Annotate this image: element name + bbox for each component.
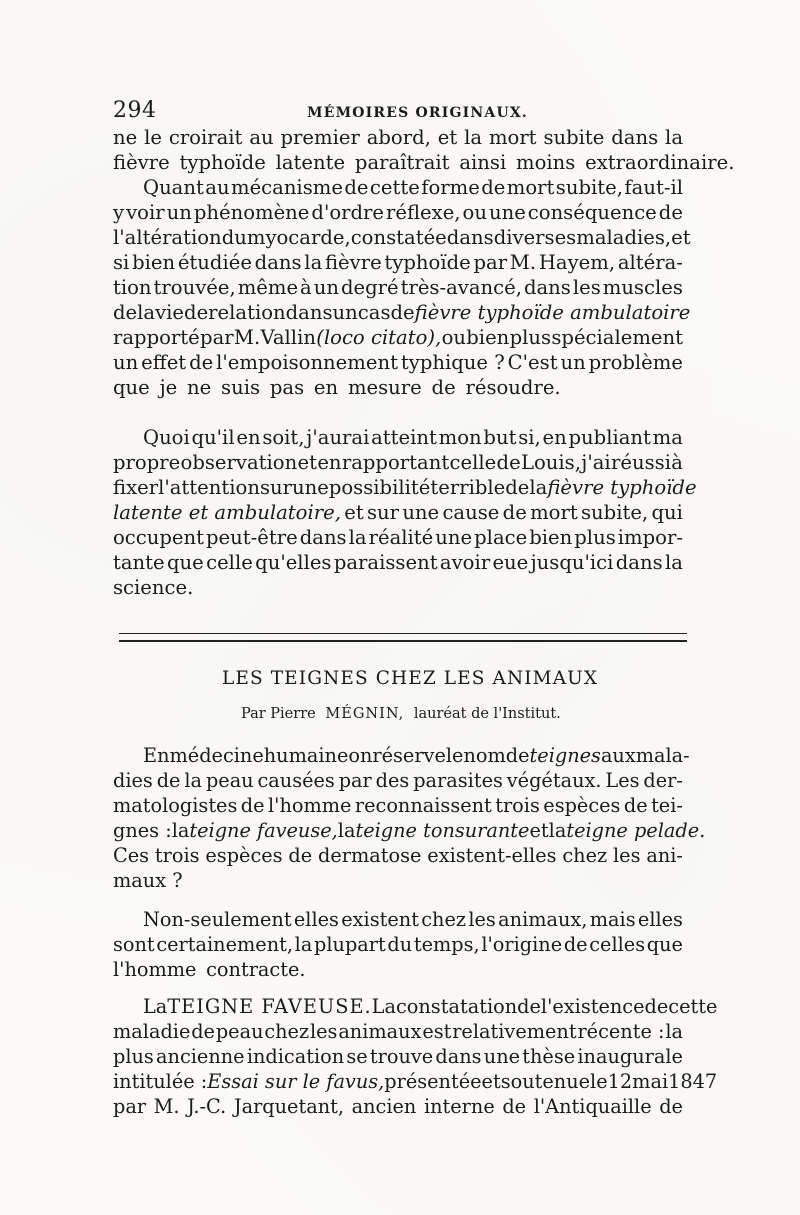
text-line: intitulée : Essai sur le favus, présentée et soutenue le 12 mai 1847: [113, 1070, 718, 1093]
text-line: science.: [113, 576, 194, 599]
text-line: de la vie de relation dans un cas de fièvre typhoïde ambulatoire: [113, 301, 691, 324]
text-line: plus ancienne indication se trouve dans une thèse inaugurale: [113, 1045, 683, 1068]
text-line: maux ?: [113, 869, 183, 892]
author-prefix: Par Pierre: [241, 706, 316, 722]
section-paragraph-2: [113, 910, 683, 990]
text-line: que je ne suis pas en mesure de résoudre.: [113, 376, 561, 399]
text-line: y voir un phénomène d'ordre réflexe, ou une conséquence de: [113, 201, 683, 224]
divider-line: [119, 633, 687, 634]
divider-line: [119, 640, 687, 642]
text-line: dies de la peau causées par des parasites végétaux. Les der-: [113, 769, 683, 792]
text-line: par M. J.-C. Jarquetant, ancien interne de l'Antiquaille de: [113, 1095, 683, 1118]
text-line: rapporté par M. Vallin (loco citato), ou bien plus spécialement: [113, 326, 683, 349]
text-line: Ces trois espèces de dermatose existent-elles chez les ani-: [113, 844, 683, 867]
text-line: fièvre typhoïde latente paraîtrait ainsi moins extraordinaire.: [113, 151, 735, 174]
paragraph-3: [113, 426, 697, 618]
running-head: MÉMOIRES ORIGINAUX.: [307, 105, 528, 121]
text-line: sont certainement, la plupart du temps, l'origine de celles que: [113, 933, 683, 956]
section-paragraph-1: [113, 744, 706, 906]
page-header: [113, 98, 683, 128]
text-line: gnes : la teigne faveuse, la teigne tonsurante et la teigne pelade.: [113, 819, 706, 842]
text-line: En médecine humaine on réserve le nom de teignes aux mala-: [143, 744, 690, 767]
author-suffix: lauréat de l'Institut.: [413, 706, 561, 722]
text-line: Non-seulement elles existent chez les animaux, mais elles: [143, 908, 683, 931]
page-number: 294: [113, 98, 157, 123]
text-line: matologistes de l'homme reconnaissent trois espèces de tei-: [113, 794, 683, 817]
text-line: fixer l'attention sur une possibilité terrible de la fièvre typhoïde: [113, 476, 697, 499]
paragraph-2: [113, 176, 691, 423]
text-line: un effet de l'empoisonnement typhique ? C'est un problème: [113, 351, 683, 374]
text-line: l'altération du myocarde, constatée dans diverses maladies, et: [113, 226, 691, 249]
author-line: [241, 706, 566, 722]
section-paragraph-3: [113, 995, 718, 1137]
text-line: ne le croirait au premier abord, et la mort subite dans la: [113, 126, 683, 149]
text-line: tion trouvée, même à un degré très-avancé, dans les muscles: [113, 276, 683, 299]
text-line: l'homme contracte.: [113, 958, 306, 981]
text-line: Quoi qu'il en soit, j'aurai atteint mon but si, en publiant ma: [143, 426, 683, 449]
section-divider: [119, 632, 687, 644]
text-line: occupent peut-être dans la réalité une place bien plus impor-: [113, 526, 683, 549]
text-line: La TEIGNE FAVEUSE. La constatation de l'existence de cette: [143, 995, 718, 1018]
text-line: maladie de peau chez les animaux est relativement récente : la: [113, 1020, 683, 1043]
text-line: propre observation et en rapportant celle de Louis, j'ai réussi à: [113, 451, 683, 474]
author-name: MÉGNIN,: [325, 706, 405, 722]
text-line: latente et ambulatoire, et sur une cause de mort subite, qui: [113, 501, 683, 524]
text-line: Quant au mécanisme de cette forme de mort subite, faut-il: [143, 176, 683, 199]
section-title: LES TEIGNES CHEZ LES ANIMAUX: [222, 668, 599, 689]
text-line: tante que celle qu'elles paraissent avoir eue jusqu'ici dans la: [113, 551, 683, 574]
text-line: si bien étudiée dans la fièvre typhoïde par M. Hayem, altéra-: [113, 251, 683, 274]
